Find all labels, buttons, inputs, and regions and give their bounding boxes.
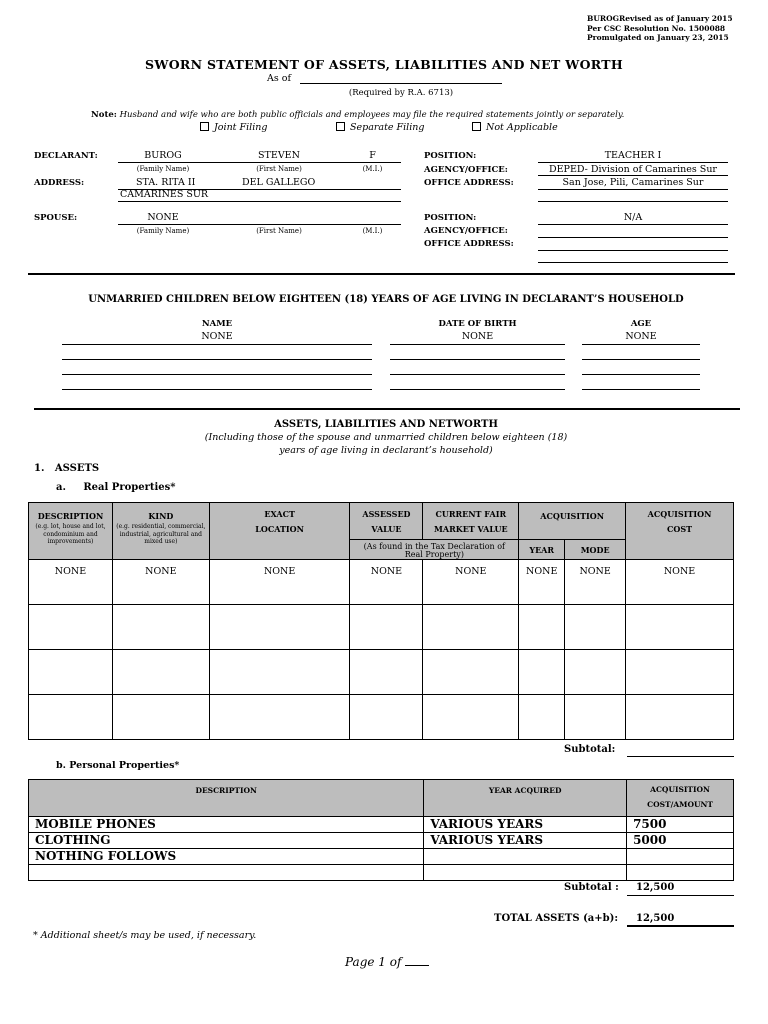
rp-cell: NONE <box>626 560 734 605</box>
pp-cell: 7500 <box>627 817 734 833</box>
rp-header-acq-cost-1: ACQUISITION <box>647 509 712 519</box>
child-name-header: NAME <box>201 319 233 329</box>
rp-cell <box>626 605 734 650</box>
not-applicable-label: Not Applicable <box>486 122 558 133</box>
as-of-date-field[interactable] <box>300 83 502 84</box>
rp-cell: NONE <box>519 560 565 605</box>
family-name-caption: (Family Name) <box>136 165 190 173</box>
table-row <box>29 865 734 881</box>
child-line-2a <box>62 359 372 360</box>
position-line <box>538 162 728 163</box>
promulgated-date: Promulgated on January 23, 2015 <box>587 33 729 42</box>
rp-header-assessed <box>350 503 423 540</box>
personal-properties-table <box>28 779 734 881</box>
spouse-family-caption: (Family Name) <box>136 227 190 235</box>
rp-header-acq-cost <box>626 503 734 560</box>
note <box>91 110 624 120</box>
total-pages-field[interactable] <box>405 955 429 966</box>
declarant-office-address: San Jose, Pili, Camarines Sur <box>562 177 704 188</box>
rp-subtotal-label: Subtotal: <box>564 744 616 755</box>
rp-cell <box>565 695 626 740</box>
as-of-label: As of <box>267 73 291 84</box>
address-province: CAMARINES SUR <box>120 189 209 200</box>
total-assets-value: 12,500 <box>636 913 675 924</box>
spouse-position-label: POSITION: <box>424 213 477 223</box>
section-divider-2 <box>34 408 740 410</box>
rp-header-assessed-1: ASSESSED <box>362 509 411 519</box>
pp-subtotal-value: 12,500 <box>636 882 675 893</box>
pp-subtotal-label: Subtotal : <box>564 882 619 893</box>
child-line-2c <box>582 359 700 360</box>
child-name-value: NONE <box>201 331 233 342</box>
office-address-label: OFFICE ADDRESS: <box>424 178 514 188</box>
child-line-2b <box>390 359 565 360</box>
rp-header-description-label: DESCRIPTION <box>37 511 104 521</box>
rp-cell <box>519 695 565 740</box>
csc-resolution: Per CSC Resolution No. 1500088 <box>587 23 726 33</box>
alnw-heading: ASSETS, LIABILITIES AND NETWORTH <box>274 419 498 430</box>
rp-cell <box>112 695 209 740</box>
real-properties-heading: a. Real Properties* <box>56 482 176 493</box>
rp-header-kind-sub: (e.g. residential, commercial, industrial, agricultural and mixed use) <box>116 523 206 545</box>
pp-cell: NOTHING FOLLOWS <box>29 849 424 865</box>
child-line-3a <box>62 374 372 375</box>
pp-cell: MOBILE PHONES <box>29 817 424 833</box>
rp-header-kind-label: KIND <box>148 511 174 521</box>
spouse-mi-caption: (M.I.) <box>362 227 383 235</box>
rp-header-description <box>29 503 113 560</box>
child-line-3b <box>390 374 565 375</box>
pp-cell <box>424 849 627 865</box>
note-label: Note: <box>91 110 117 120</box>
rp-cell <box>423 695 519 740</box>
table-row <box>29 605 734 650</box>
personal-properties-heading: b. Personal Properties* <box>56 760 180 771</box>
total-assets-label: TOTAL ASSETS (a+b): <box>494 913 619 924</box>
address-line-2 <box>118 201 401 202</box>
pp-cell <box>627 865 734 881</box>
children-heading: UNMARRIED CHILDREN BELOW EIGHTEEN (18) YEARS OF AGE LIVING IN DECLARANT’S HOUSEHOLD <box>88 294 684 305</box>
total-assets-line <box>627 925 734 927</box>
joint-filing-label: Joint Filing <box>214 122 268 133</box>
child-line-1c <box>582 344 700 345</box>
not-applicable-checkbox[interactable] <box>472 122 481 131</box>
rp-cell <box>209 650 350 695</box>
mi-caption: (M.I.) <box>362 165 383 173</box>
child-line-4c <box>582 389 700 390</box>
declarant-position: TEACHER I <box>604 150 662 161</box>
page-number-label: Page 1 of <box>345 955 402 969</box>
rp-header-mode: MODE <box>565 540 626 560</box>
pp-cell: 5000 <box>627 833 734 849</box>
rp-cell <box>350 650 423 695</box>
rp-cell <box>423 650 519 695</box>
table-row <box>29 833 734 849</box>
rp-header-description-sub: (e.g. lot, house and lot, condominium and improvements) <box>35 523 106 545</box>
rp-cell: NONE <box>29 560 113 605</box>
separate-filing-checkbox[interactable] <box>336 122 345 131</box>
pp-header-cost-2: COST/AMOUNT <box>647 800 713 809</box>
declarant-mi: F <box>369 150 376 161</box>
declarant-label: DECLARANT: <box>34 151 98 161</box>
pp-header-cost-1: ACQUISITION <box>650 785 710 794</box>
table-row <box>29 817 734 833</box>
office-address-line-1 <box>538 189 728 190</box>
declarant-agency: DEPED- Division of Camarines Sur <box>549 164 717 175</box>
rp-header-cfmv-2: MARKET VALUE <box>434 524 508 534</box>
child-age-value: NONE <box>625 331 657 342</box>
position-label: POSITION: <box>424 151 477 161</box>
table-row <box>29 560 734 605</box>
rp-header-exact-1: EXACT <box>264 509 295 519</box>
pp-subtotal-line <box>627 895 734 896</box>
assets-heading: 1. ASSETS <box>34 463 100 474</box>
pp-cell: CLOTHING <box>29 833 424 849</box>
spouse-name-line <box>118 224 401 225</box>
separate-filing-option[interactable] <box>336 122 424 133</box>
declarant-family-name: BUROG <box>144 150 182 161</box>
page-number <box>345 955 429 969</box>
alnw-subheading-2: years of age living in declarant’s household) <box>279 445 493 456</box>
rp-header-cfmv-1: CURRENT FAIR <box>435 509 507 519</box>
declarant-name-line <box>118 162 401 163</box>
child-dob-value: NONE <box>461 331 494 342</box>
rp-cell <box>519 605 565 650</box>
child-age-header: AGE <box>630 319 652 329</box>
rp-cell <box>29 695 113 740</box>
rp-cell <box>565 650 626 695</box>
rp-cell: NONE <box>423 560 519 605</box>
pp-cell <box>29 865 424 881</box>
rp-cell: NONE <box>112 560 209 605</box>
rp-header-kind <box>112 503 209 560</box>
rp-cell <box>112 605 209 650</box>
spouse-first-caption: (First Name) <box>256 227 302 235</box>
rp-header-cfmv <box>423 503 519 540</box>
address-label: ADDRESS: <box>34 178 85 188</box>
joint-filing-checkbox[interactable] <box>200 122 209 131</box>
declarant-first-name: STEVEN <box>258 150 300 161</box>
rp-cell: NONE <box>565 560 626 605</box>
rp-header-year: YEAR <box>519 540 565 560</box>
table-row <box>29 695 734 740</box>
separate-filing-label: Separate Filing <box>350 122 425 133</box>
rp-cell <box>565 605 626 650</box>
rp-cell <box>626 650 734 695</box>
real-properties-table <box>28 502 734 740</box>
child-line-4b <box>390 389 565 390</box>
spouse-family-name: NONE <box>147 212 179 223</box>
pp-cell <box>627 849 734 865</box>
pp-cell: VARIOUS YEARS <box>424 817 627 833</box>
rp-header-tax-note: (As found in the Tax Declaration of Real Property) <box>350 540 519 560</box>
rp-subtotal-field[interactable] <box>627 756 734 757</box>
child-line-1a <box>62 344 372 345</box>
rp-cell <box>423 605 519 650</box>
not-applicable-option[interactable] <box>472 122 558 133</box>
child-line-3c <box>582 374 700 375</box>
address-barangay: STA. RITA II <box>136 177 196 188</box>
spouse-position: N/A <box>623 212 643 223</box>
rp-cell <box>209 605 350 650</box>
spouse-office-address-label: OFFICE ADDRESS: <box>424 239 514 249</box>
pp-header-cost <box>627 780 734 817</box>
page-title: SWORN STATEMENT OF ASSETS, LIABILITIES AND NET WORTH <box>145 57 623 72</box>
rp-header-assessed-2: VALUE <box>371 524 402 534</box>
spouse-position-line <box>538 224 728 225</box>
rp-header-acq-cost-2: COST <box>667 524 693 534</box>
pp-header-description: DESCRIPTION <box>29 780 424 817</box>
form-revision-info <box>587 14 733 43</box>
pp-cell <box>424 865 627 881</box>
rp-cell: NONE <box>209 560 350 605</box>
note-text: Husband and wife who are both public officials and employees may file the required statements jointly or separately. <box>119 110 625 120</box>
child-dob-header: DATE OF BIRTH <box>438 319 517 329</box>
rp-cell <box>626 695 734 740</box>
agency-label: AGENCY/OFFICE: <box>424 165 508 175</box>
section-divider-1 <box>28 273 735 275</box>
joint-filing-option[interactable] <box>200 122 267 133</box>
spouse-office-line-2 <box>538 262 728 263</box>
spouse-label: SPOUSE: <box>34 213 78 223</box>
alnw-subheading-1: (Including those of the spouse and unmarried children below eighteen (18) <box>204 432 568 443</box>
agency-line <box>538 175 728 176</box>
rp-cell <box>350 695 423 740</box>
pp-cell: VARIOUS YEARS <box>424 833 627 849</box>
rp-cell <box>29 605 113 650</box>
spouse-office-line-1 <box>538 250 728 251</box>
spouse-agency-label: AGENCY/OFFICE: <box>424 226 508 236</box>
spouse-agency-line <box>538 237 728 238</box>
first-name-caption: (First Name) <box>256 165 302 173</box>
child-line-1b <box>390 344 565 345</box>
rp-header-exact-location <box>209 503 350 560</box>
rp-cell <box>519 650 565 695</box>
table-row <box>29 650 734 695</box>
rp-header-acquisition: ACQUISITION <box>519 503 626 540</box>
address-municipality: DEL GALLEGO <box>242 177 316 188</box>
rp-cell <box>209 695 350 740</box>
child-line-4a <box>62 389 372 390</box>
required-by: (Required by R.A. 6713) <box>348 88 454 98</box>
revised-date: BUROGRevised as of January 2015 <box>587 14 733 23</box>
rp-header-exact-2: LOCATION <box>255 524 304 534</box>
rp-cell: NONE <box>350 560 423 605</box>
table-row <box>29 849 734 865</box>
footnote: * Additional sheet/s may be used, if necessary. <box>33 930 257 941</box>
office-address-line-2 <box>538 201 728 202</box>
pp-header-year: YEAR ACQUIRED <box>424 780 627 817</box>
rp-cell <box>350 605 423 650</box>
rp-cell <box>29 650 113 695</box>
rp-cell <box>112 650 209 695</box>
